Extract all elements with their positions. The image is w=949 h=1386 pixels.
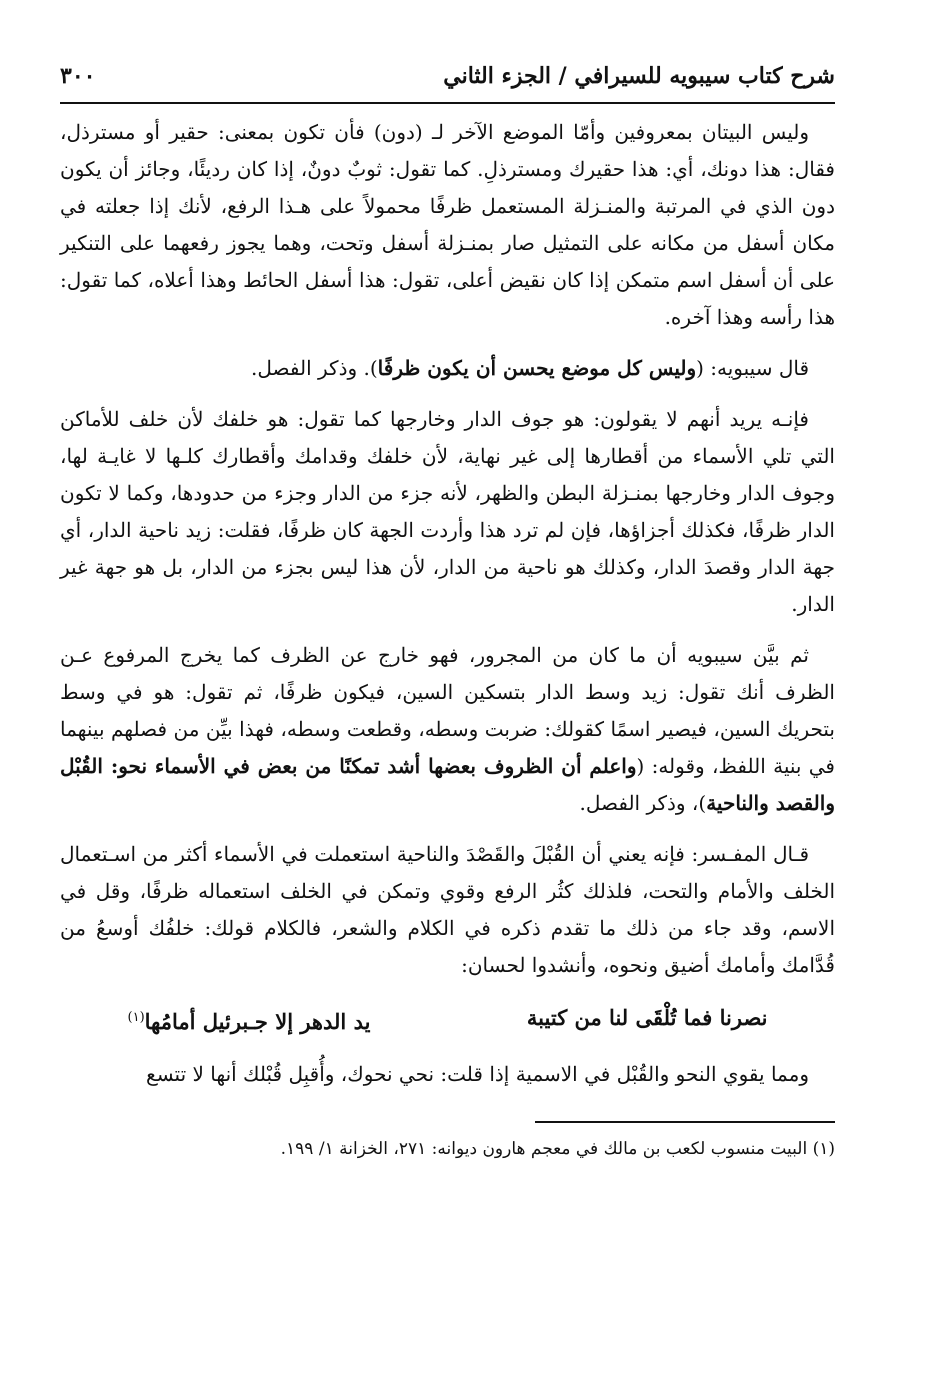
poetry-verse — [128, 998, 768, 1042]
sibawayh-quote-1: وليس كل موضع يحسن أن يكون ظرفًا — [377, 356, 697, 380]
paragraph-4-tail: )، وذكر الفصل. — [579, 791, 707, 815]
paragraph-2-lead: قال سيبويه: ( — [696, 356, 809, 380]
paragraph-6: ومما يقوي النحو والقُبْل في الاسمية إذا قلت: نحي نحوك، وأُقبِل قُبْلك أنها لا تتسع — [146, 1062, 809, 1086]
paragraph-4-lead: ثم بيَّن سيبويه أن ما كان من المجرور، فهو خارج عن الظرف كما يخرج المرفوع عـن الظرف أنك تقول: زيد وسط الدار بتسكين السين، فيكون ظرفًا، ثم تقول: هو في وسط بتحريك السين، فيصير اسمًا كقولك: ضربت وسطه، وقطعت وسطه، فهذا بيِّن من فصلهم بينهما في بنية اللفظ، وقوله: ( — [60, 643, 835, 778]
sibawayh-quote-2: واعلم أن الظروف بعضها أشد تمكنًا من بعض في الأسماء نحو: القُبْل والقصد والناحية — [60, 754, 835, 815]
paragraph-1: وليس البيتان بمعروفين وأمّا الموضع الآخر لـ (دون) فأن تكون بمعنى: حقير أو مسترذل، فقال: هذا دونك، أي: هذا حقيرك ومسترذلِ. كما تقول: ثوبٌ دونٌ، إذا كان رديئًا، وجائز أن يكون دون الذي في المرتبة والمنـزلة المستعمل ظرفًا محمولاً على هـذا الرفع، لأنك إذا جعلته في مكان أسفل من مكانه على التمثيل صار بمنـزلة أسفل وتحت، وهما يجوز رفعهما على التنكير على أن أسفل اسم متمكن إذا كان نقيض أعلى، تقول: هذا أسفل الحائط وهذا أعلاه، كما تقول: هذا رأسه وهذا آخره. — [60, 120, 835, 329]
verse-second-hemistich: يد الدهر إلا جـبرئيل أمامُها$^{(١)}$ — [127, 1009, 371, 1034]
verse-first-hemistich: نصرنا فما تُلْقَى لنا من كتيبة — [526, 1005, 768, 1030]
book-page — [60, 50, 835, 1350]
paragraph-2-tail: ). وذكر الفصل. — [251, 356, 378, 380]
paragraph-4 — [60, 637, 835, 822]
paragraph-5: قـال المفـسر: فإنه يعني أن القُبْلَ والقَصْدَ والناحية استعملت في الأسماء أكثر من اسـتعمال الخلف والأمام والتحت، فلذلك كثُر الرفع وقوي وتمكن في الخلف استعماله ظرفًا، وقل في الاسم، وقد جاء من ذلك ما تقدم ذكره في الكلام والشعر، فالكلام قولك: خلفُك أوسعُ من قُدَّامك وأمامك أضيق ونحوه، وأنشدوا لحسان: — [60, 842, 835, 977]
footnote: (١) البيت منسوب لكعب بن مالك في معجم هارون ديوانه: ٢٧١، الخزانة ١/ ١٩٩. — [280, 1139, 835, 1159]
running-title: شرح كتاب سيبويه للسيرافي / الجزء الثاني — [443, 63, 835, 89]
footnote-divider — [535, 1121, 835, 1123]
page-number: ٣٠٠ — [60, 63, 96, 89]
paragraph-2 — [60, 350, 835, 387]
paragraph-3: فإنـه يريد أنهم لا يقولون: هو جوف الدار وخارجها كما تقول: هو خلفك لأن خلف للأماكن التي تلي الأسماء من أقطارها إلى غير نهاية، لأن خلفك وقدامك وأقطارك كلـها لا غايـة لها، وجوف الدار وخارجها بمنـزلة البطن والظهر، لأنه جزء من الدار وجزء من حدودها، وكما لا تكون الدار ظرفًا، فكذلك أجزاؤها، فإن لم ترد هذا وأردت الجهة كان ظرفًا، فقلت: زيد ناحية الدار، أي جهة الدار وقصدَ الدار، وكذلك هو ناحية من الدار، لأن هذا ليس بجزء من الدار، بل هو جهة غير الدار. — [60, 407, 835, 616]
page-header — [60, 50, 835, 104]
footnote-marker: (١) — [127, 1010, 145, 1025]
page-body — [60, 114, 835, 1163]
